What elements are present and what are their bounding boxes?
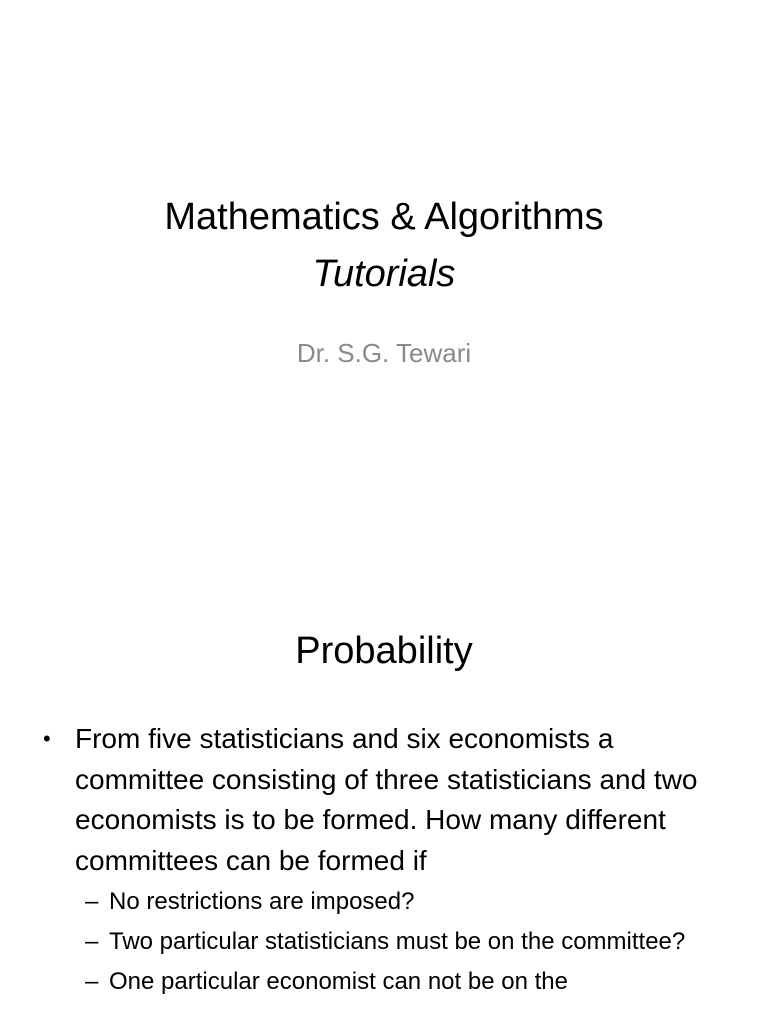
sub-bullet-text: No restrictions are imposed? — [109, 888, 415, 915]
bullet-item — [43, 719, 745, 881]
dash-marker: – — [85, 928, 99, 955]
sub-bullet-text: Two particular statisticians must be on the committee? — [109, 928, 686, 955]
dash-marker: – — [85, 968, 99, 995]
bullet-text: From five statisticians and six economists a committee consisting of three statisticians and two economists is to be formed. How many different committees can be formed if — [75, 723, 698, 876]
dash-marker: – — [85, 888, 99, 915]
author-name: Dr. S.G. Tewari — [296, 338, 472, 368]
sub-bullet-item — [85, 964, 749, 1000]
sub-bullet-list — [85, 884, 749, 1004]
probability-slide — [0, 576, 768, 1024]
sub-bullet-text: One particular economist can not be on the — [109, 968, 568, 995]
bullet-marker: • — [43, 726, 51, 751]
slide-subtitle: Tutorials — [312, 253, 456, 295]
sub-bullet-item — [85, 924, 749, 960]
slide-heading: Probability — [295, 630, 473, 672]
slide-title: Mathematics & Algorithms — [164, 196, 604, 238]
sub-bullet-item — [85, 884, 749, 920]
